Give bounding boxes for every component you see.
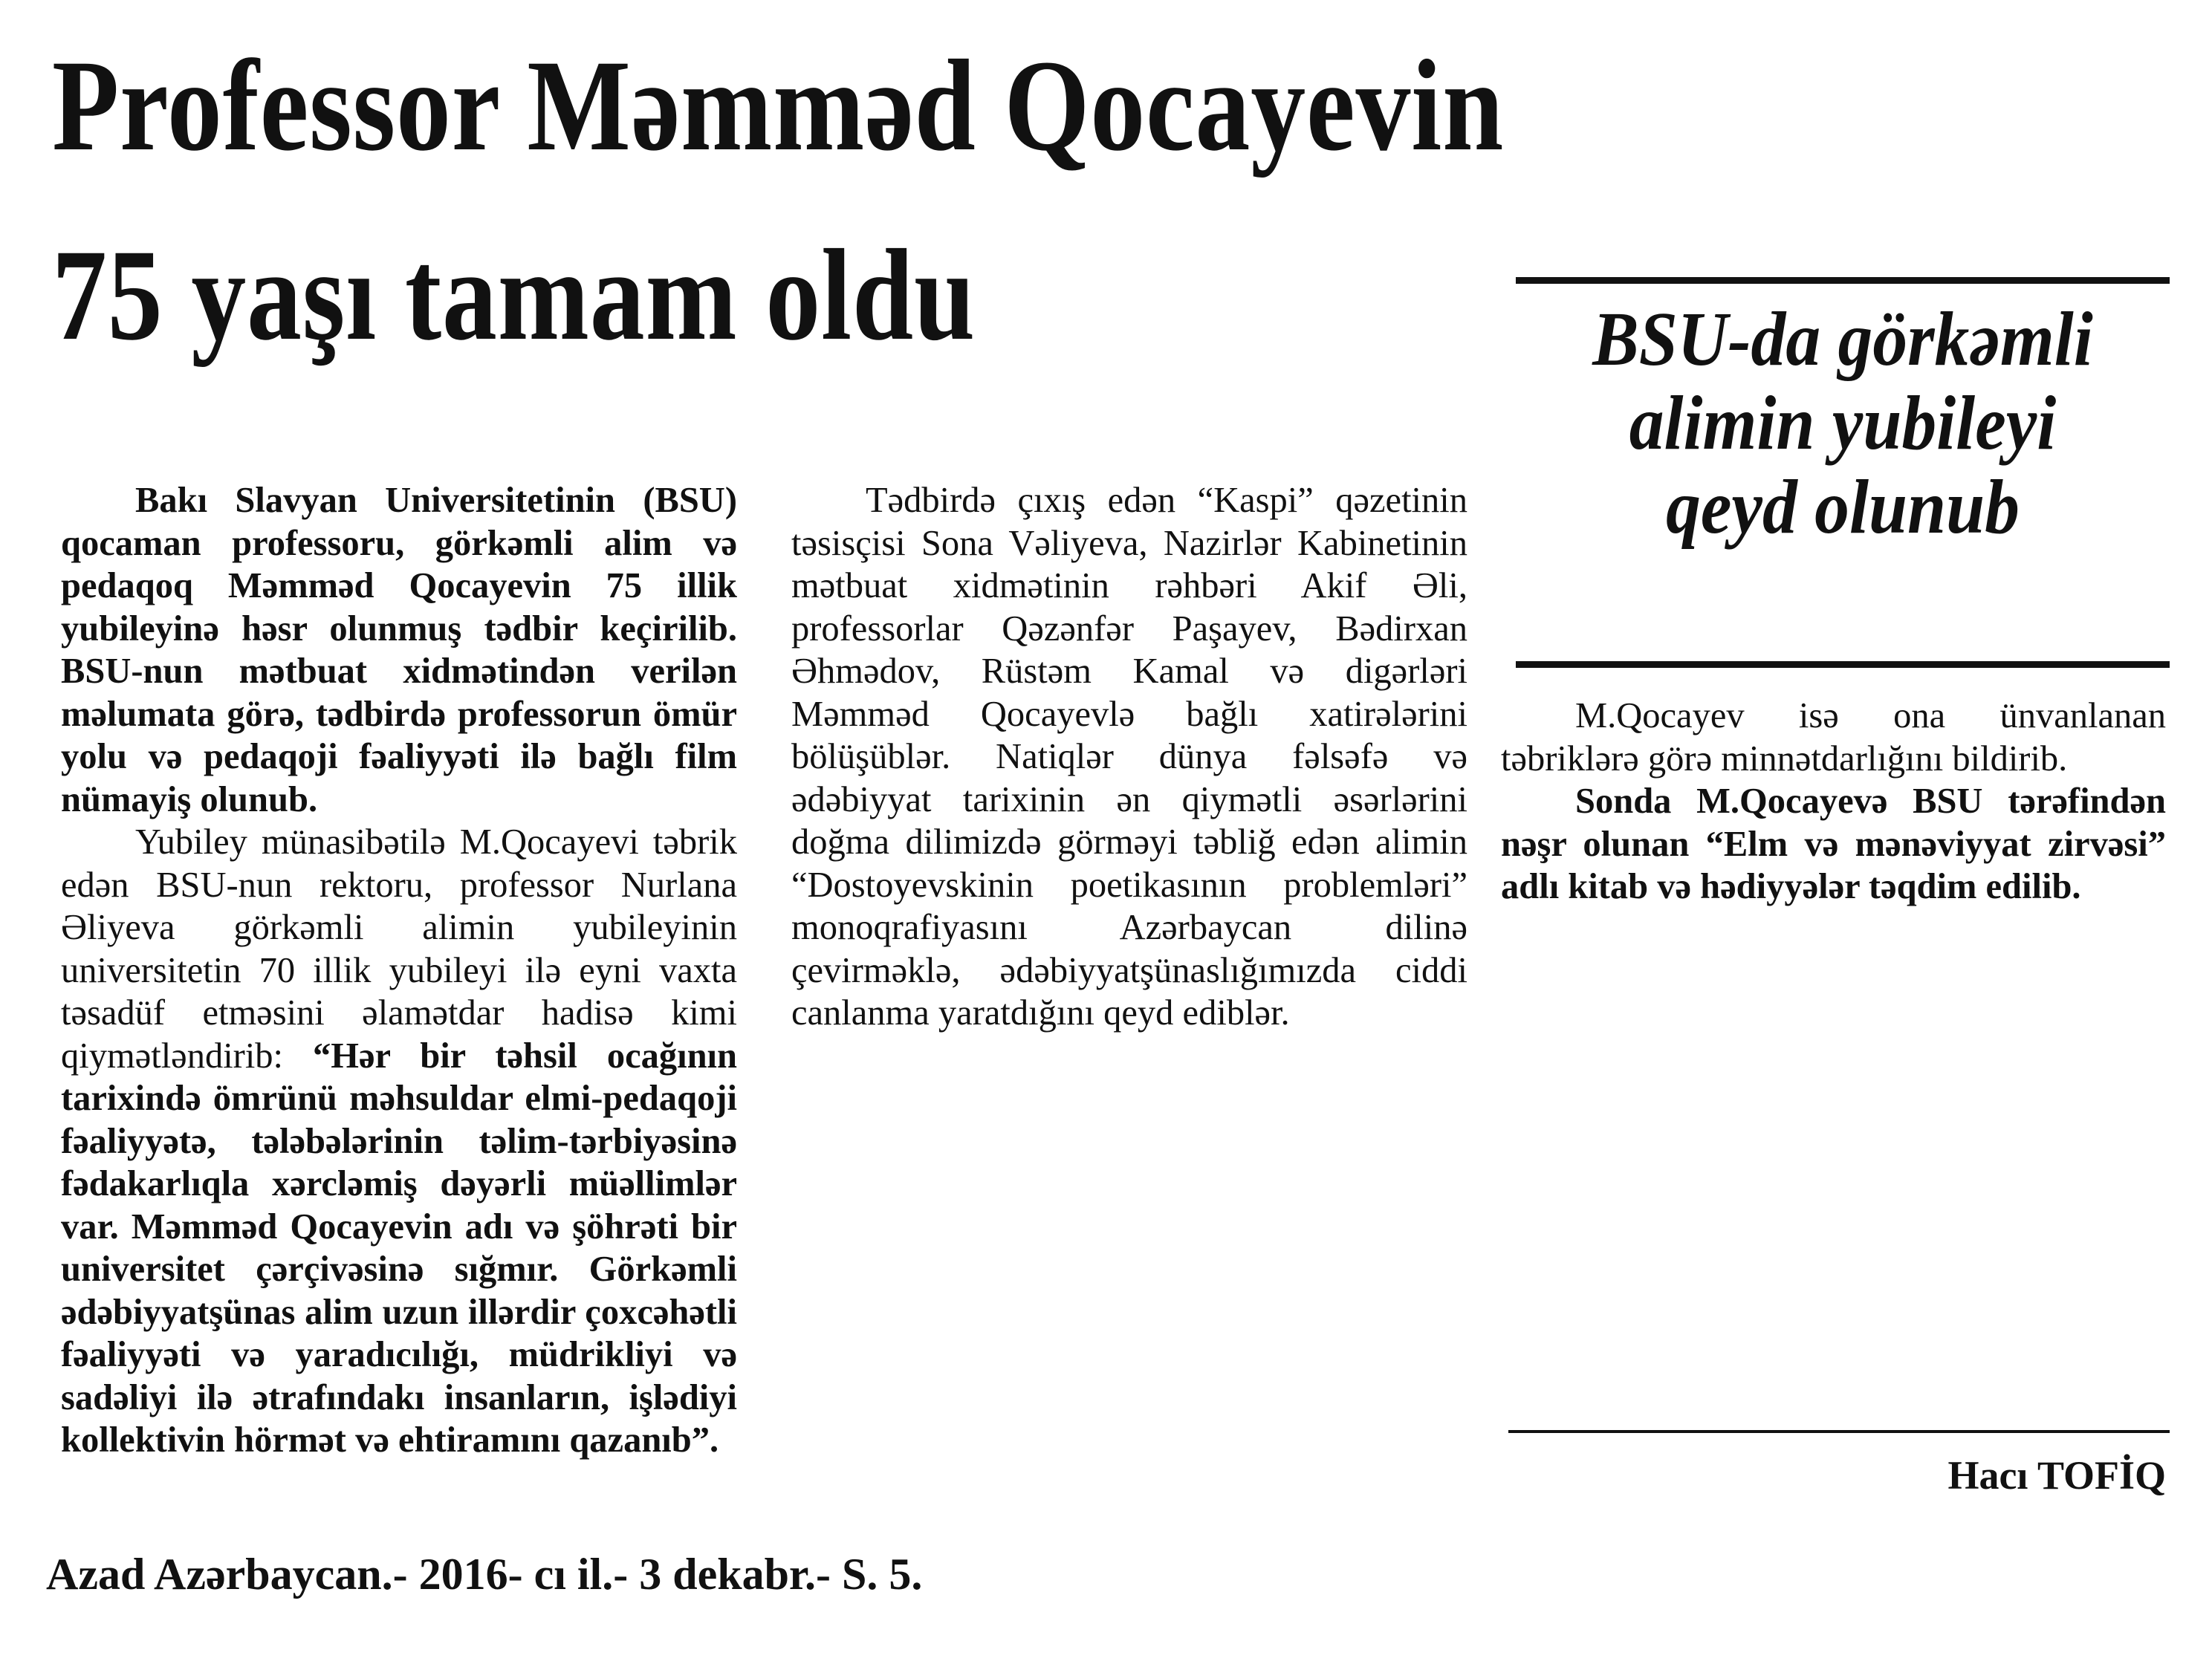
paragraph-speakers: Tədbirdə çıxış edən “Kaspi” qəzetinin təsisçisi Sona Vəliyeva, Nazirlər Kabinetinin mətbuat xidmətinin rəhbəri Akif Əli, professorlar Qəzənfər Paşayev, Bədirxan Əhmədov, Rüstəm Kamal və digərləri Məmməd Qocayevlə bağlı xatirələrini bölüşüblər. Natiqlər dünya fəlsəfə və ədəbiyyat tarixinin ən qiymətli əsərlərini doğma dilimizdə görməyi təbliğ edən alimin “Dostoyevskinin poetikasının problemləri” monoqrafiyasını Azərbaycan dilinə çevirməklə, ədəbiyyatşünaslığımızda ciddi canlanma yaratdığını qeyd ediblər. bbox=[791, 481, 1467, 1033]
subheadline bbox=[1542, 297, 2144, 549]
paragraph-thanks: M.Qocayev isə ona ünvanlanan təbriklərə görə minnətdarlığını bildirib. bbox=[1501, 696, 2166, 779]
paragraph-rector bbox=[61, 821, 737, 1462]
source-citation: Azad Azərbaycan.- 2016- cı il.- 3 dekabr.- S. 5. bbox=[46, 1550, 923, 1599]
subhead-line-3: qeyd olunub bbox=[1666, 464, 2020, 550]
subhead-line-2: alimin yubileyi bbox=[1629, 380, 2057, 466]
author-byline: Hacı TOFİQ bbox=[1947, 1453, 2166, 1498]
paragraph-gift: Sonda M.Qocayevə BSU tərəfindən nəşr olunan “Elm və mənəviyyat zirvəsi” adlı kitab və hədiyyələr təqdim edilib. bbox=[1501, 782, 2166, 906]
article-column-3 bbox=[1501, 695, 2166, 909]
subhead-bottom-rule bbox=[1516, 661, 2170, 668]
headline-line-2: 75 yaşı tamam oldu bbox=[52, 223, 976, 368]
author-rule bbox=[1508, 1430, 2170, 1433]
headline-line-1: Professor Məmməd Qocayevin bbox=[52, 33, 1505, 178]
subhead-top-rule bbox=[1516, 277, 2170, 284]
article-column-1 bbox=[61, 479, 737, 1462]
subhead-line-1: BSU-da görkəmli bbox=[1592, 296, 2093, 382]
rector-quote: “Hər bir təhsil ocağının tarixində ömrünü məhsuldar elmi-pedaqoji fəaliyyətə, tələbələrinin təlim-tərbiyəsinə fədakarlıqla xərcləmiş dəyərli müəllimlər var. Məmməd Qocayevin adı və şöhrəti bir universitet çərçivəsinə sığmır. Görkəmli ədəbiyyatşünas alim uzun illərdir çoxcəhətli fəaliyyəti və yaradıcılığı, müdrikliyi və sadəliyi ilə ətrafındakı insanların, işlədiyi kollektivin hörmət və ehtiramını qazanıb”. bbox=[61, 1036, 737, 1460]
lead-paragraph: Bakı Slavyan Universitetinin (BSU) qocaman professoru, görkəmli alim və pedaqoq Məmməd Qocayevin 75 illik yubileyinə həsr olunmuş tədbir keçirilib. BSU-nun mətbuat xidmətindən verilən məlumata görə, tədbirdə professorun ömür yolu və pedaqoji fəaliyyəti ilə bağlı film nümayiş olunub. bbox=[61, 481, 737, 819]
paragraph-rector-text: Yubiley münasibətilə M.Qocayevi təbrik edən BSU-nun rektoru, professor Nurlana Əliyeva görkəmli alimin yubileyinin universitetin 70 illik yubileyi ilə eyni vaxta təsadüf etməsini əlamətdar hadisə kimi qiymətləndirib: bbox=[61, 822, 737, 1076]
article-column-2 bbox=[791, 479, 1467, 1035]
